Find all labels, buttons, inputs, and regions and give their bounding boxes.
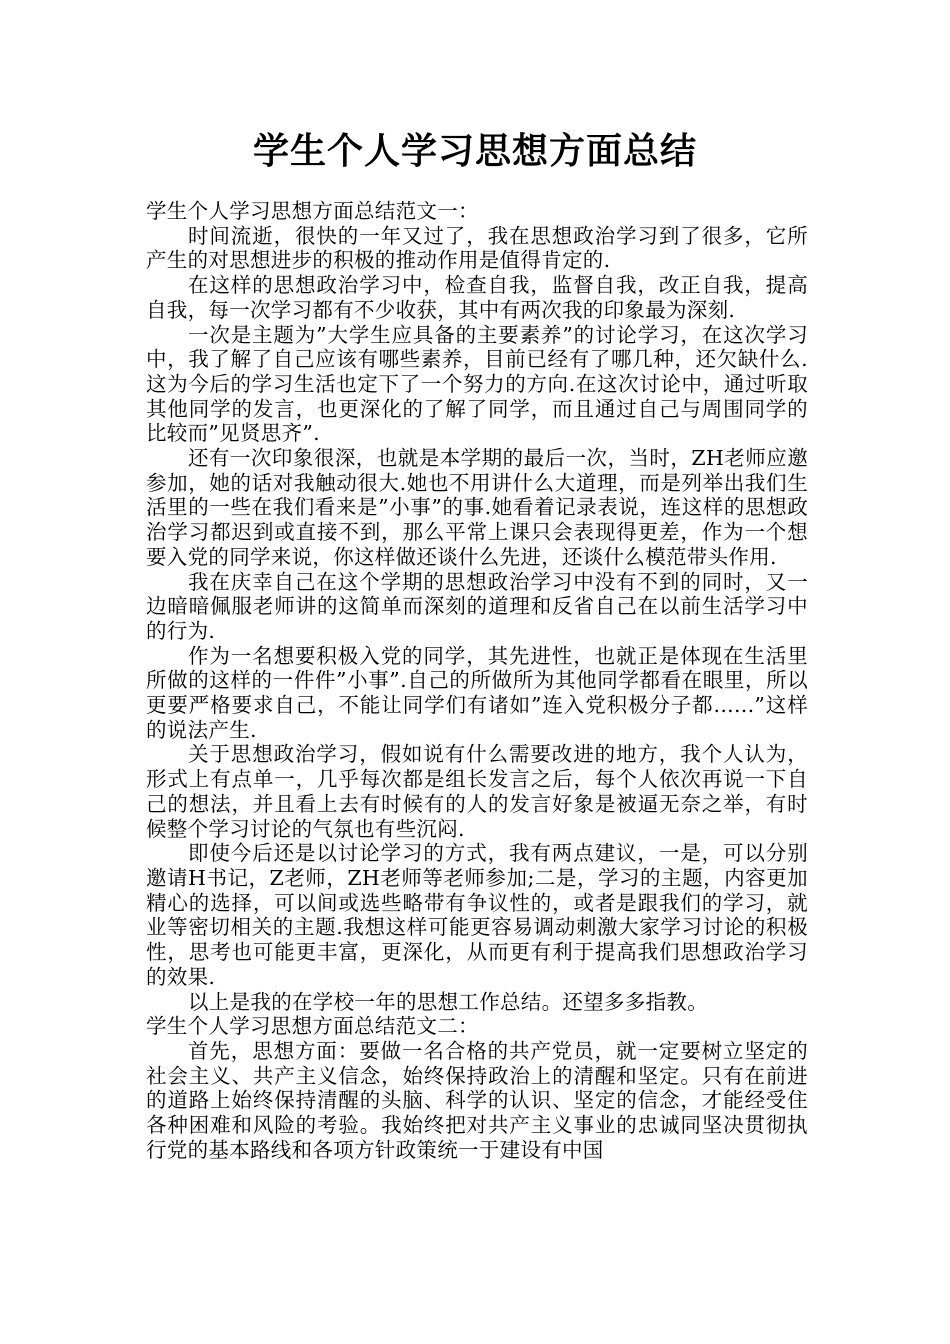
- body-paragraph: 在这样的思想政治学习中，检查自我，监督自我，改正自我，提高自我，每一次学习都有不少收获，其中有两次我的印象最为深刻.: [146, 273, 808, 322]
- body-paragraph: 时间流逝，很快的一年又过了，我在思想政治学习到了很多，它所产生的对思想进步的积极的推动作用是值得肯定的.: [146, 223, 808, 273]
- body-paragraph: 一次是主题为”大学生应具备的主要素养”的讨论学习，在这次学习中，我了解了自己应该有哪些素养，目前已经有了哪几种，还欠缺什么.这为今后的学习生活也定下了一个努力的方向.在这次讨论中，通过听取其他同学的发言，也更深化的了解了同学，而且通过自己与周围同学的比较而”见贤思齐”.: [146, 322, 808, 446]
- body-paragraph: 首先，思想方面：要做一名合格的共产党员，就一定要树立坚定的社会主义、共产主义信念，始终保持政治上的清醒和坚定。只有在前进的道路上始终保持清醒的头脑、科学的认识、坚定的信念，才能经受住各种困难和风险的考验。我始终把对共产主义事业的忠诚同坚决贯彻执行党的基本路线和各项方针政策统一于建设有中国: [146, 1038, 808, 1162]
- body-paragraph: 我在庆幸自己在这个学期的思想政治学习中没有不到的同时，又一边暗暗佩服老师讲的这简单而深刻的道理和反省自己在以前生活学习中的行为.: [146, 569, 808, 643]
- section-heading: 学生个人学习思想方面总结范文二：: [146, 1014, 479, 1039]
- body-paragraph: 关于思想政治学习，假如说有什么需要改进的地方，我个人认为，形式上有点单一，几乎每次都是组长发言之后，每个人依次再说一下自己的想法，并且看上去有时候有的人的发言好象是被逼无奈之举，有时候整个学习讨论的气氛也有些沉闷.: [146, 742, 808, 841]
- document-body: [146, 199, 808, 1162]
- body-paragraph: 还有一次印象很深，也就是本学期的最后一次，当时，ZH老师应邀参加，她的话对我触动很大.她也不用讲什么大道理，而是列举出我们生活里的一些在我们看来是”小事”的事.她看着记录表说，连这样的思想政治学习都迟到或直接不到，那么平常上课只会表现得更差，作为一个想要入党的同学来说，你这样做还谈什么先进，还谈什么模范带头作用.: [146, 446, 808, 569]
- body-paragraph: 即使今后还是以讨论学习的方式，我有两点建议，一是，可以分别邀请H书记，Z老师，ZH老师等老师参加;二是，学习的主题，内容更加精心的选择，可以间或选些略带有争议性的，或者是跟我们的学习，就业等密切相关的主题.我想这样可能更容易调动刺激大家学习讨论的积极性，思考也可能更丰富，更深化，从而更有利于提高我们思想政治学习的效果.: [146, 841, 808, 989]
- body-paragraph: 作为一名想要积极入党的同学，其先进性，也就正是体现在生活里所做的这样的一件件”小事”.自己的所做所为其他同学都看在眼里，所以更要严格要求自己，不能让同学们有诸如”连入党积极分子都......”这样的说法产生.: [146, 643, 808, 742]
- document-title: 学生个人学习思想方面总结: [252, 131, 697, 172]
- body-paragraph: 以上是我的在学校一年的思想工作总结。还望多多指教。: [188, 989, 708, 1014]
- section-heading: 学生个人学习思想方面总结范文一：: [146, 199, 479, 223]
